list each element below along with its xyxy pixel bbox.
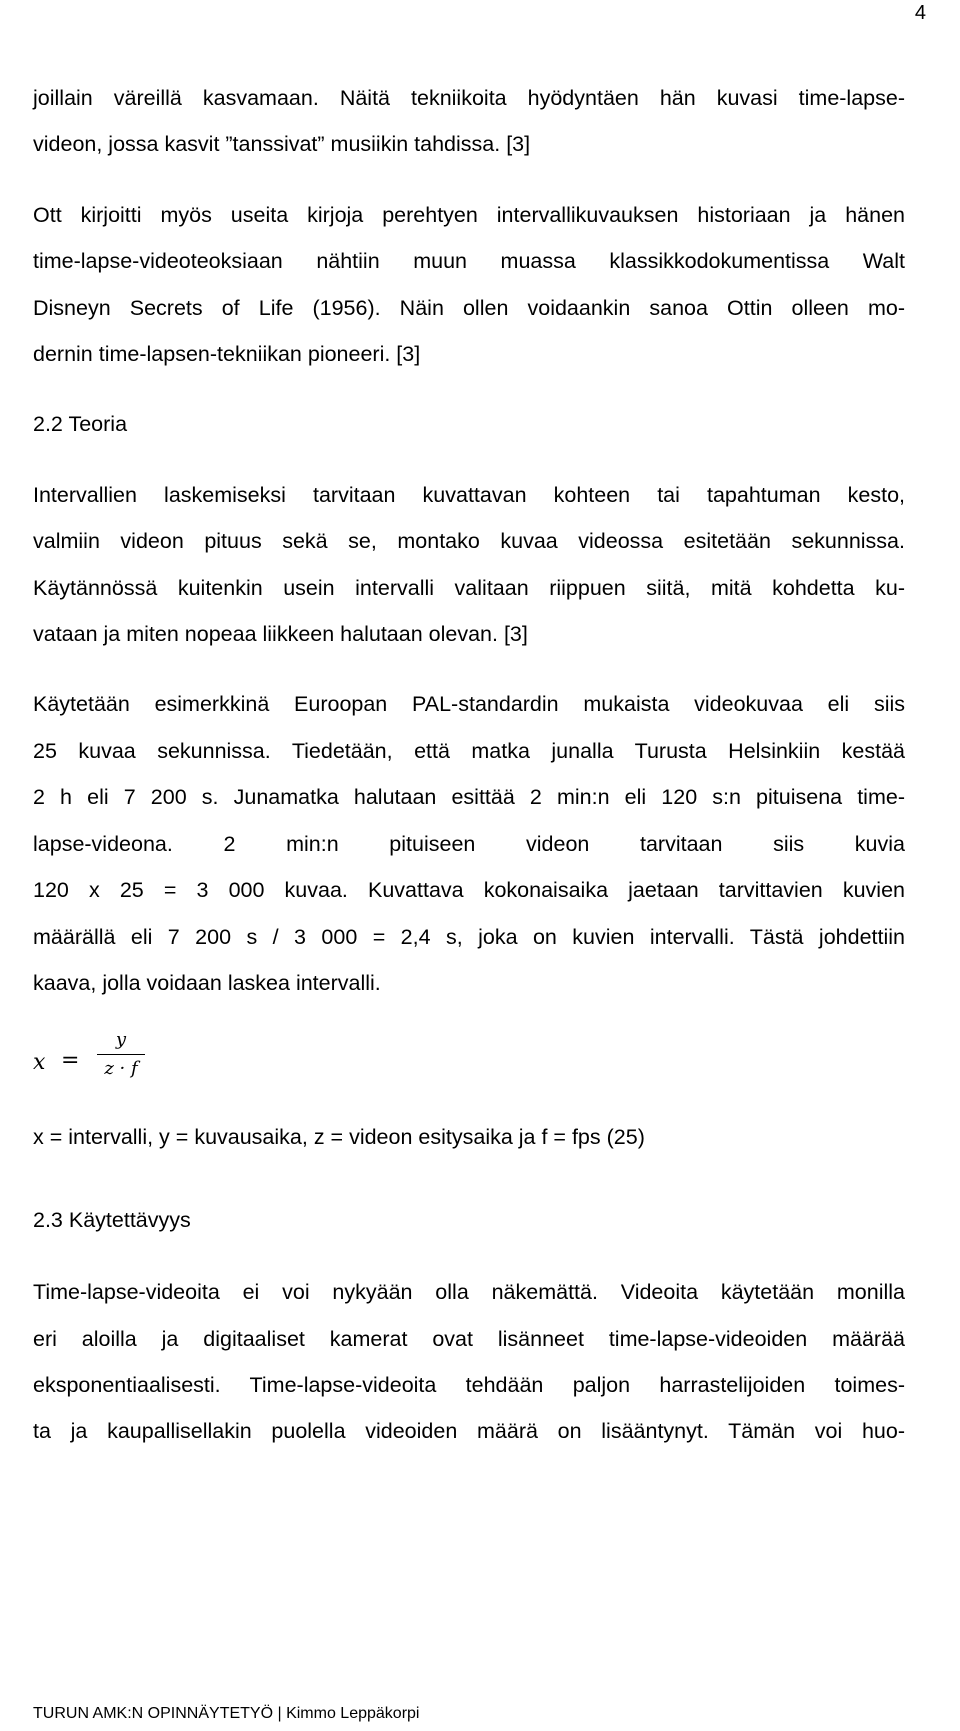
page-number: 4	[914, 2, 926, 24]
text-line: Disneyn Secrets of Life (1956). Näin ollen voidaankin sanoa Ottin olleen mo-	[33, 295, 905, 320]
interval-formula	[33, 1028, 905, 1114]
formula-fraction	[97, 1028, 145, 1081]
page-footer: TURUN AMK:N OPINNÄYTETYÖ | Kimmo Leppäkorpi	[33, 1705, 420, 1722]
formula-numerator: y	[115, 1029, 127, 1051]
text-line: kaava, jolla voidaan laskea intervalli.	[33, 970, 381, 995]
formula-equals: =	[61, 1048, 80, 1074]
text-line: dernin time-lapsen-tekniikan pioneeri. [3]	[33, 342, 421, 367]
text-line: lapse-videona. 2 min:n pituiseen videon tarvitaan siis kuvia	[33, 831, 905, 856]
text-line: Intervallien laskemiseksi tarvitaan kuvattavan kohteen tai tapahtuman kesto,	[33, 482, 905, 507]
text-line: 25 kuvaa sekunnissa. Tiedetään, että matka junalla Turusta Helsinkiin kestää	[33, 738, 905, 763]
text-line: Ott kirjoitti myös useita kirjoja perehtyen intervallikuvauksen historiaan ja hänen	[33, 202, 905, 227]
text-line: vataan ja miten nopeaa liikkeen halutaan olevan. [3]	[33, 622, 528, 647]
text-line: time-lapse-videoteoksiaan nähtiin muun muassa klassikkodokumentissa Walt	[33, 249, 905, 274]
paragraph-ott	[33, 192, 905, 378]
text-line: Käytetään esimerkkinä Euroopan PAL-standardin mukaista videokuvaa eli siis	[33, 692, 905, 717]
text-line: Käytännössä kuitenkin usein intervalli valitaan riippuen siitä, mitä kohdetta ku-	[33, 575, 905, 600]
formula-lhs: x	[33, 1050, 46, 1076]
paragraph-intro	[33, 75, 905, 168]
text-line: 2 h eli 7 200 s. Junamatka halutaan esittää 2 min:n eli 120 s:n pituisena time-	[33, 785, 905, 810]
section-heading-teoria: 2.2 Teoria	[33, 412, 128, 437]
formula-legend: x = intervalli, y = kuvausaika, z = videon esitysaika ja f = fps (25)	[33, 1125, 645, 1150]
fraction-bar	[97, 1054, 145, 1055]
document-body	[33, 75, 905, 1455]
paragraph-teoria-2	[33, 681, 905, 1006]
formula-denominator: z · f	[104, 1058, 138, 1080]
paragraph-kaytettavyys	[33, 1269, 905, 1455]
text-line: valmiin videon pituus sekä se, montako kuvaa videossa esitetään sekunnissa.	[33, 529, 905, 554]
paragraph-teoria-1	[33, 472, 905, 658]
text-line: eri aloilla ja digitaaliset kamerat ovat lisänneet time-lapse-videoiden määrää	[33, 1326, 905, 1351]
text-line: joillain väreillä kasvamaan. Näitä tekniikoita hyödyntäen hän kuvasi time-lapse-	[33, 86, 905, 110]
text-line: ta ja kaupallisellakin puolella videoiden määrä on lisääntynyt. Tämän voi huo-	[33, 1419, 905, 1444]
text-line: Time-lapse-videoita ei voi nykyään olla näkemättä. Videoita käytetään monilla	[33, 1280, 905, 1305]
section-heading-kaytettavyys: 2.3 Käytettävyys	[33, 1207, 191, 1232]
text-line: määrällä eli 7 200 s / 3 000 = 2,4 s, joka on kuvien intervalli. Tästä johdettiin	[33, 924, 905, 949]
text-line: 120 x 25 = 3 000 kuvaa. Kuvattava kokonaisaika jaetaan tarvittavien kuvien	[33, 878, 905, 903]
text-line: eksponentiaalisesti. Time-lapse-videoita tehdään paljon harrastelijoiden toimes-	[33, 1372, 905, 1397]
text-line: videon, jossa kasvit ”tanssivat” musiikin tahdissa. [3]	[33, 132, 531, 157]
